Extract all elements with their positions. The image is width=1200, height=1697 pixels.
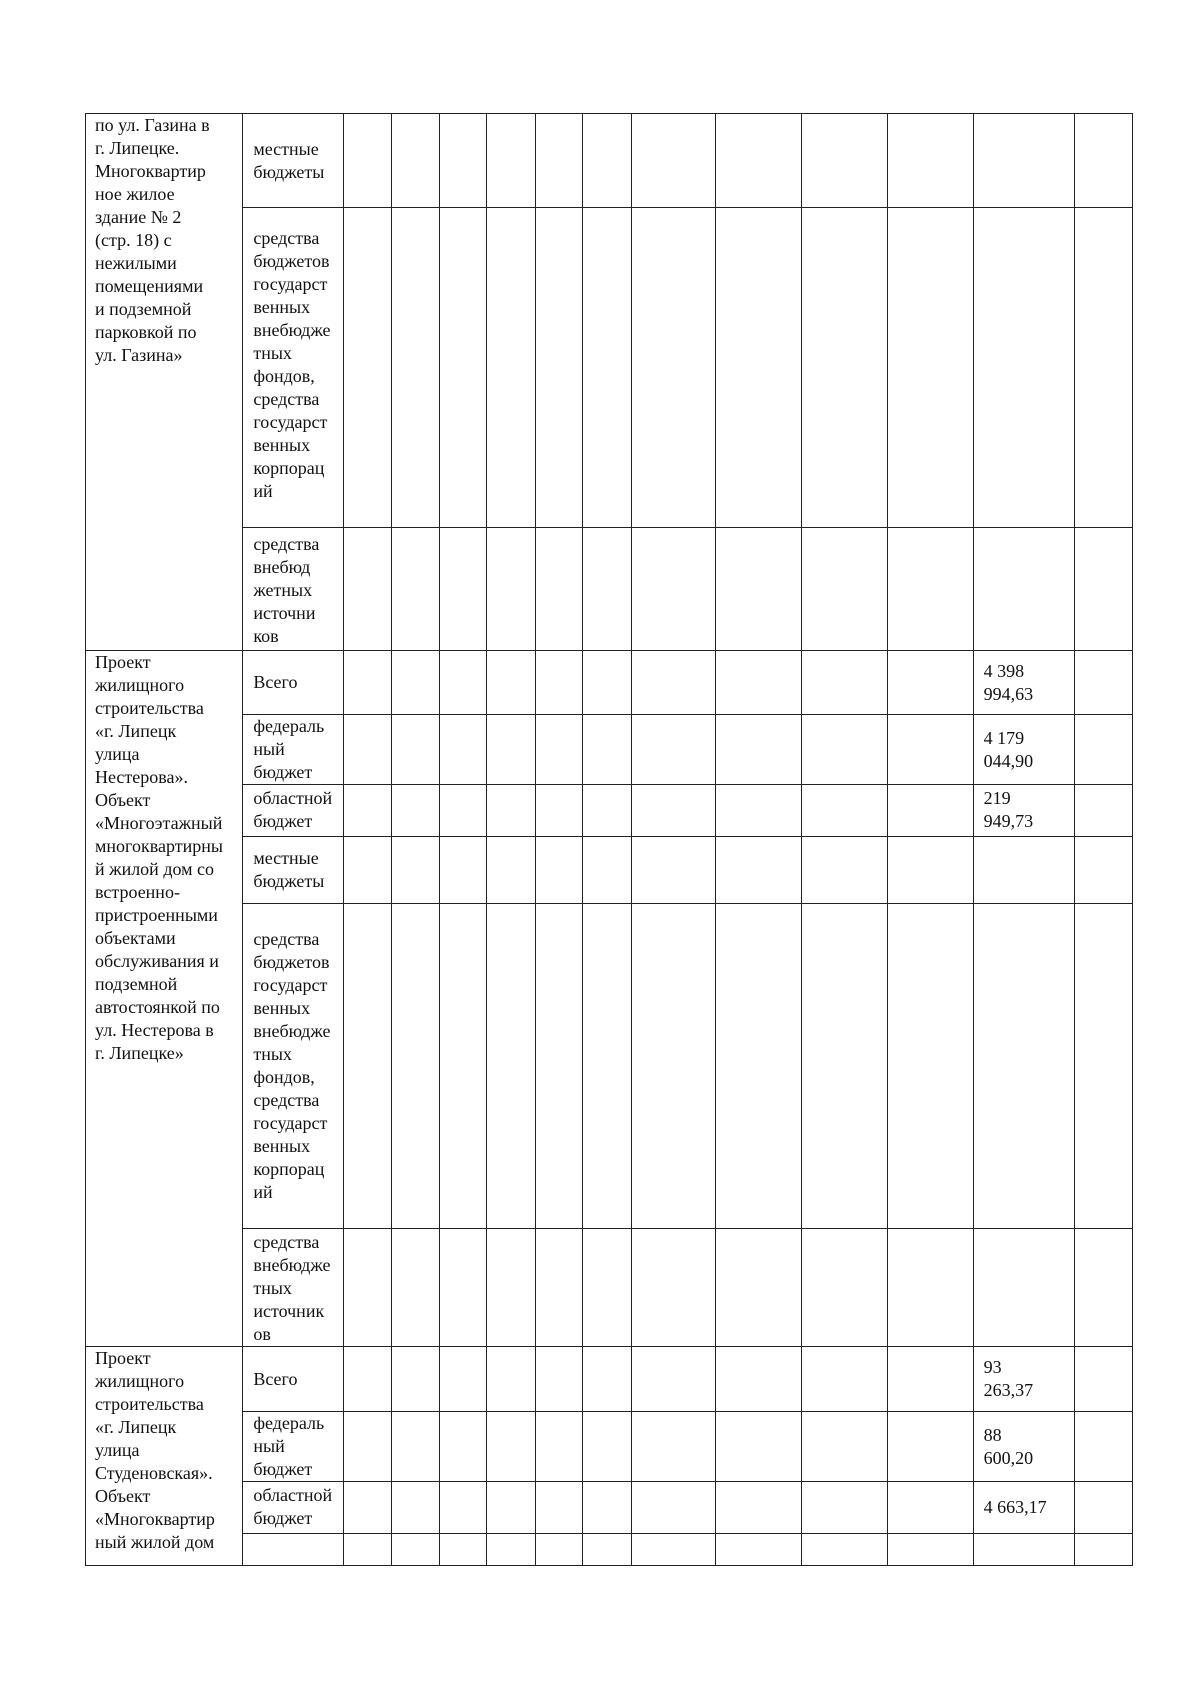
table-row: [86, 837, 1133, 904]
amount-cell: [973, 1229, 1075, 1347]
funding-source-cell: областной бюджет: [243, 1482, 344, 1534]
table-row: [86, 1534, 1133, 1566]
funding-source-cell: областной бюджет: [243, 785, 344, 837]
funding-source-cell: средства бюджетов государст венных внебюдже тных фондов, средства государст венных корпорац ий: [243, 208, 344, 528]
funding-source-cell: Всего: [243, 1347, 344, 1412]
project-name-cell: по ул. Газина в г. Липецке. Многоквартир ное жилое здание № 2 (стр. 18) с нежилыми помещениями и подземной парковкой по ул. Газина»: [86, 114, 243, 651]
table-row: [86, 1482, 1133, 1534]
table-row: [86, 1412, 1133, 1482]
funding-table: [85, 113, 1133, 1566]
amount-cell: [973, 1534, 1075, 1566]
amount-cell: 93 263,37: [973, 1347, 1075, 1412]
amount-cell: [973, 208, 1075, 528]
funding-source-cell: средства внебюд жетных источни ков: [243, 528, 344, 651]
funding-source-cell: местные бюджеты: [243, 837, 344, 904]
funding-source-cell: федераль ный бюджет: [243, 1412, 344, 1482]
amount-cell: 219 949,73: [973, 785, 1075, 837]
amount-cell: 4 398 994,63: [973, 651, 1075, 715]
table-row: [86, 904, 1133, 1229]
project-name-cell: Проект жилищного строительства «г. Липецк улица Студеновская». Объект «Многоквартир ный жилой дом: [86, 1347, 243, 1566]
amount-cell: [973, 114, 1075, 208]
table-row: [86, 785, 1133, 837]
amount-cell: [973, 904, 1075, 1229]
funding-source-cell: федераль ный бюджет: [243, 715, 344, 785]
amount-cell: [973, 528, 1075, 651]
table-row: [86, 1347, 1133, 1412]
table-row: [86, 528, 1133, 651]
table-row: [86, 1229, 1133, 1347]
funding-source-cell: [243, 1534, 344, 1566]
table-row: [86, 114, 1133, 208]
table-row: [86, 208, 1133, 528]
amount-cell: [973, 837, 1075, 904]
table-row: [86, 715, 1133, 785]
table-row: [86, 651, 1133, 715]
amount-cell: 4 663,17: [973, 1482, 1075, 1534]
amount-cell: 88 600,20: [973, 1412, 1075, 1482]
funding-source-cell: Всего: [243, 651, 344, 715]
funding-source-cell: средства внебюдже тных источник ов: [243, 1229, 344, 1347]
amount-cell: 4 179 044,90: [973, 715, 1075, 785]
funding-source-cell: средства бюджетов государст венных внебюдже тных фондов, средства государст венных корпорац ий: [243, 904, 344, 1229]
project-name-cell: Проект жилищного строительства «г. Липецк улица Нестерова». Объект «Многоэтажный многоквартирны й жилой дом со встроенно- пристроенными объектами обслуживания и подземной автостоянкой по ул. Нестерова в г. Липецке»: [86, 651, 243, 1347]
funding-source-cell: местные бюджеты: [243, 114, 344, 208]
